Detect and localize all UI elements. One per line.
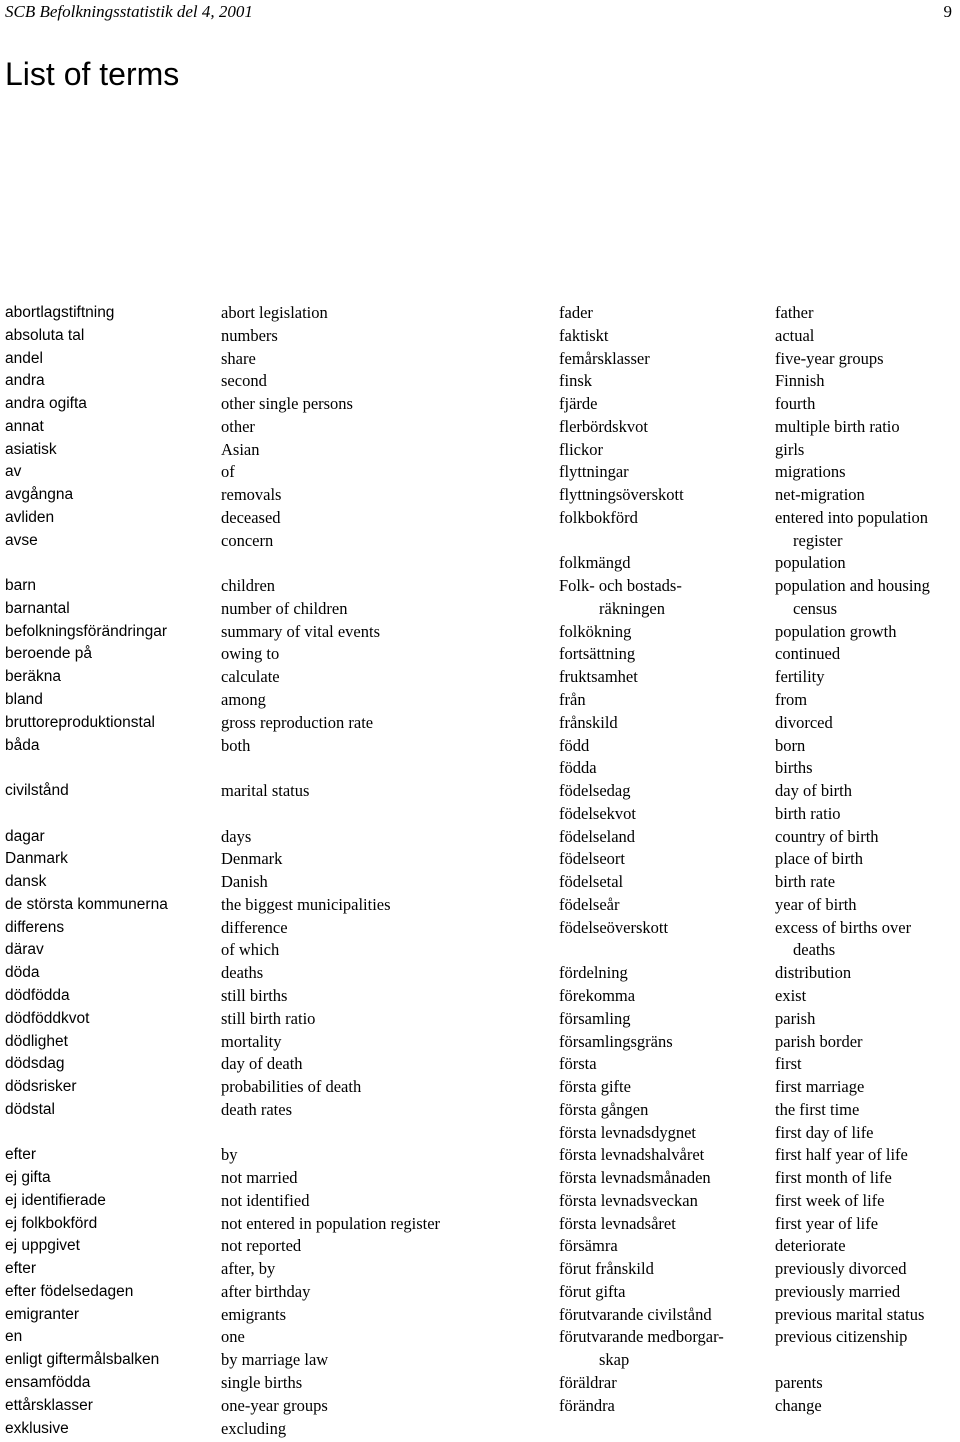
term-entry: skap: [599, 1350, 630, 1370]
translation-entry: previously married: [775, 1281, 901, 1301]
translation-entry: other single persons: [221, 394, 353, 414]
term-entry: fördelning: [559, 963, 628, 983]
translation-entry: excluding: [221, 1418, 287, 1438]
right-terms-column: [559, 302, 769, 1418]
translation-entry: parish: [775, 1008, 816, 1028]
term-entry: församlingsgräns: [559, 1031, 673, 1051]
term-entry: civilstånd: [5, 782, 69, 800]
translation-entry: birth ratio: [775, 803, 841, 823]
translation-entry: both: [221, 735, 251, 755]
translation-entry: first: [775, 1054, 802, 1074]
term-entry: första levnadsdygnet: [559, 1122, 697, 1142]
translation-entry: register: [793, 530, 843, 550]
term-entry: andra ogifta: [5, 395, 87, 413]
term-entry: de största kommunerna: [5, 895, 168, 913]
translation-entry: children: [221, 576, 276, 596]
term-entry: båda: [5, 736, 40, 754]
term-entry: efter födelsedagen: [5, 1282, 134, 1300]
term-entry: första: [559, 1054, 597, 1074]
translation-entry: previous citizenship: [775, 1327, 908, 1347]
translation-entry: calculate: [221, 667, 280, 687]
right-translations-column: [775, 302, 960, 1418]
translation-entry: multiple birth ratio: [775, 416, 900, 436]
translation-entry: census: [793, 598, 837, 618]
translation-entry: the first time: [775, 1099, 860, 1119]
translation-entry: after, by: [221, 1259, 276, 1279]
page-title: List of terms: [5, 56, 180, 92]
translation-entry: girls: [775, 439, 805, 459]
term-entry: ettårsklasser: [5, 1396, 93, 1414]
term-entry: bruttoreproduktionstal: [5, 713, 155, 731]
translation-entry: deaths: [793, 940, 836, 960]
translation-entry: still birth ratio: [221, 1008, 316, 1028]
term-entry: församling: [559, 1008, 631, 1028]
term-entry: emigranter: [5, 1305, 80, 1323]
term-entry: differens: [5, 918, 65, 936]
term-entry: från: [559, 690, 586, 710]
translation-entry: first year of life: [775, 1213, 879, 1233]
term-entry: faktiskt: [559, 325, 609, 345]
translation-entry: single births: [221, 1372, 303, 1392]
term-entry: första levnadshalvåret: [559, 1145, 705, 1165]
term-entry: barn: [5, 577, 37, 595]
term-entry: dagar: [5, 827, 45, 845]
term-entry: avgångna: [5, 486, 74, 504]
translation-entry: number of children: [221, 598, 348, 618]
term-entry: första levnadsveckan: [559, 1190, 698, 1210]
translation-entry: death rates: [221, 1099, 293, 1119]
translation-entry: change: [775, 1395, 822, 1415]
translation-entry: distribution: [775, 963, 852, 983]
translation-entry: removals: [221, 485, 282, 505]
term-entry: frånskild: [559, 712, 618, 732]
translation-entry: not identified: [221, 1190, 310, 1210]
term-entry: bland: [5, 691, 43, 709]
translation-entry: not entered in population register: [221, 1213, 441, 1233]
translation-entry: second: [221, 371, 267, 391]
term-entry: dansk: [5, 873, 47, 891]
translation-entry: day of birth: [775, 781, 852, 801]
translation-entry: Asian: [221, 439, 260, 459]
translation-entry: first week of life: [775, 1190, 885, 1210]
translation-entry: father: [775, 303, 814, 322]
term-entry: befolkningsförändringar: [5, 622, 167, 640]
translation-entry: deteriorate: [775, 1236, 846, 1256]
term-entry: ej folkbokförd: [5, 1214, 98, 1232]
term-entry: efter: [5, 1260, 37, 1278]
term-entry: flyttningsöverskott: [559, 485, 684, 505]
term-entry: födda: [559, 758, 597, 778]
translation-entry: abort legislation: [221, 303, 328, 322]
translation-entry: migrations: [775, 462, 846, 482]
blank-line: [221, 757, 551, 780]
blank-line: [775, 1349, 960, 1372]
term-entry: en: [5, 1328, 23, 1346]
translation-entry: of: [221, 462, 235, 482]
translation-entry: net-migration: [775, 485, 865, 505]
translation-entry: by: [221, 1145, 238, 1165]
term-entry: flyttningar: [559, 462, 629, 482]
term-entry: folkbokförd: [559, 507, 638, 527]
term-entry: absoluta tal: [5, 326, 85, 344]
translation-entry: share: [221, 348, 256, 368]
blank-line: [221, 1122, 551, 1145]
translation-entry: after birthday: [221, 1281, 311, 1301]
term-entry: flickor: [559, 439, 603, 459]
translation-entry: excess of births over: [775, 917, 912, 937]
translation-entry: the biggest municipalities: [221, 894, 391, 914]
translation-entry: exist: [775, 985, 807, 1005]
page-number: 9: [943, 2, 952, 21]
translation-entry: among: [221, 690, 266, 710]
translation-entry: actual: [775, 325, 815, 345]
blank-line: [5, 803, 215, 826]
term-entry: fruktsamhet: [559, 667, 638, 687]
translation-entry: owing to: [221, 644, 280, 664]
translation-entry: births: [775, 758, 813, 778]
translation-entry: of which: [221, 940, 280, 960]
term-entry: andel: [5, 349, 43, 367]
translation-entry: first half year of life: [775, 1145, 908, 1165]
term-entry: femårsklasser: [559, 348, 650, 368]
term-entry: förekomma: [559, 985, 636, 1005]
term-entry: ej gifta: [5, 1169, 51, 1187]
translation-entry: first marriage: [775, 1077, 865, 1097]
translation-entry: first month of life: [775, 1168, 892, 1188]
term-entry: första levnadsmånaden: [559, 1168, 711, 1188]
translation-entry: emigrants: [221, 1304, 287, 1324]
term-entry: ej uppgivet: [5, 1237, 80, 1255]
term-entry: dödfödda: [5, 986, 70, 1004]
blank-line: [5, 757, 215, 780]
blank-line: [221, 803, 551, 826]
term-entry: ensamfödda: [5, 1373, 91, 1391]
translation-entry: concern: [221, 530, 274, 550]
term-entry: abortlagstiftning: [5, 304, 115, 321]
term-entry: förutvarande civilstånd: [559, 1304, 712, 1324]
term-entry: fader: [559, 303, 593, 322]
term-entry: folkökning: [559, 621, 632, 641]
term-entry: första levnadsåret: [559, 1213, 676, 1233]
term-entry: beroende på: [5, 645, 93, 663]
translation-entry: numbers: [221, 325, 278, 345]
translation-entry: deaths: [221, 963, 264, 983]
translation-entry: not married: [221, 1168, 298, 1188]
blank-line: [5, 552, 215, 575]
term-entry: förut gifta: [559, 1281, 626, 1301]
term-entry: folkmängd: [559, 553, 631, 573]
translation-entry: deceased: [221, 507, 281, 527]
term-entry: född: [559, 735, 590, 755]
term-entry: första gifte: [559, 1077, 631, 1097]
term-entry: efter: [5, 1146, 37, 1164]
term-entry: annat: [5, 417, 44, 435]
term-entry: födelseöverskott: [559, 917, 669, 937]
term-entry: dödsdag: [5, 1055, 65, 1073]
term-entry: dödföddkvot: [5, 1009, 90, 1027]
term-entry: flerbördskvot: [559, 416, 648, 436]
term-entry: avse: [5, 531, 38, 549]
term-entry: av: [5, 463, 22, 481]
translation-entry: gross reproduction rate: [221, 712, 374, 732]
term-entry: födelsetal: [559, 872, 624, 892]
term-entry: räkningen: [599, 598, 665, 618]
translation-entry: five-year groups: [775, 348, 884, 368]
translation-entry: difference: [221, 917, 288, 937]
term-entry: födelseort: [559, 849, 625, 869]
term-entry: förut frånskild: [559, 1259, 654, 1279]
translation-entry: parish border: [775, 1031, 863, 1051]
term-entry: Folk- och bostads-: [559, 576, 682, 596]
translation-entry: from: [775, 690, 808, 710]
blank-line: [559, 530, 769, 553]
translation-entry: previously divorced: [775, 1259, 907, 1279]
translation-entry: entered into population: [775, 507, 929, 527]
translation-entry: Denmark: [221, 849, 283, 869]
translation-entry: one-year groups: [221, 1395, 328, 1415]
term-entry: barnantal: [5, 599, 70, 617]
left-terms-column: [5, 302, 215, 1440]
translation-entry: birth rate: [775, 872, 836, 892]
term-entry: förutvarande medborgar-: [559, 1327, 724, 1347]
term-entry: finsk: [559, 371, 592, 391]
translation-entry: population: [775, 553, 846, 573]
translation-entry: summary of vital events: [221, 621, 381, 641]
term-entry: asiatisk: [5, 440, 57, 458]
term-entry: avliden: [5, 508, 55, 526]
term-entry: förändra: [559, 1395, 615, 1415]
term-entry: föräldrar: [559, 1372, 617, 1392]
translation-entry: parents: [775, 1372, 823, 1392]
translation-entry: Finnish: [775, 371, 825, 391]
term-entry: dödsrisker: [5, 1078, 77, 1096]
translation-entry: first day of life: [775, 1122, 874, 1142]
term-entry: beräkna: [5, 668, 62, 686]
term-entry: födelsekvot: [559, 803, 636, 823]
translation-entry: mortality: [221, 1031, 282, 1051]
term-entry: dödlighet: [5, 1032, 68, 1050]
translation-entry: country of birth: [775, 826, 879, 846]
term-entry: födelseår: [559, 894, 620, 914]
translation-entry: marital status: [221, 781, 310, 801]
translation-entry: one: [221, 1327, 245, 1347]
term-entry: därav: [5, 941, 44, 959]
translation-entry: divorced: [775, 712, 833, 732]
translation-entry: Danish: [221, 872, 268, 892]
translation-entry: fourth: [775, 394, 816, 414]
translation-entry: continued: [775, 644, 841, 664]
translation-entry: previous marital status: [775, 1304, 925, 1324]
term-entry: försämra: [559, 1236, 618, 1256]
term-entry: fortsättning: [559, 644, 636, 664]
term-entry: födelseland: [559, 826, 636, 846]
translation-entry: day of death: [221, 1054, 303, 1074]
translation-entry: other: [221, 416, 255, 436]
translation-entry: population growth: [775, 621, 897, 641]
translation-entry: place of birth: [775, 849, 863, 869]
translation-entry: days: [221, 826, 252, 846]
blank-line: [221, 552, 551, 575]
term-entry: ej identifierade: [5, 1191, 106, 1209]
term-entry: dödstal: [5, 1100, 55, 1118]
term-entry: andra: [5, 372, 45, 390]
publication-header: SCB Befolkningsstatistik del 4, 2001: [5, 2, 253, 21]
translation-entry: population and housing: [775, 576, 930, 596]
left-translations-column: [221, 302, 551, 1440]
translation-entry: born: [775, 735, 806, 755]
term-entry: första gången: [559, 1099, 649, 1119]
term-entry: döda: [5, 964, 40, 982]
translation-entry: still births: [221, 985, 288, 1005]
term-entry: fjärde: [559, 394, 598, 414]
translation-entry: by marriage law: [221, 1350, 329, 1370]
translation-entry: not reported: [221, 1236, 302, 1256]
blank-line: [5, 1122, 215, 1145]
translation-entry: probabilities of death: [221, 1077, 362, 1097]
translation-entry: fertility: [775, 667, 825, 687]
term-entry: Danmark: [5, 850, 68, 868]
translation-entry: year of birth: [775, 894, 857, 914]
term-entry: exklusive: [5, 1419, 69, 1437]
term-entry: födelsedag: [559, 781, 631, 801]
blank-line: [559, 939, 769, 962]
term-entry: enligt giftermålsbalken: [5, 1351, 160, 1369]
